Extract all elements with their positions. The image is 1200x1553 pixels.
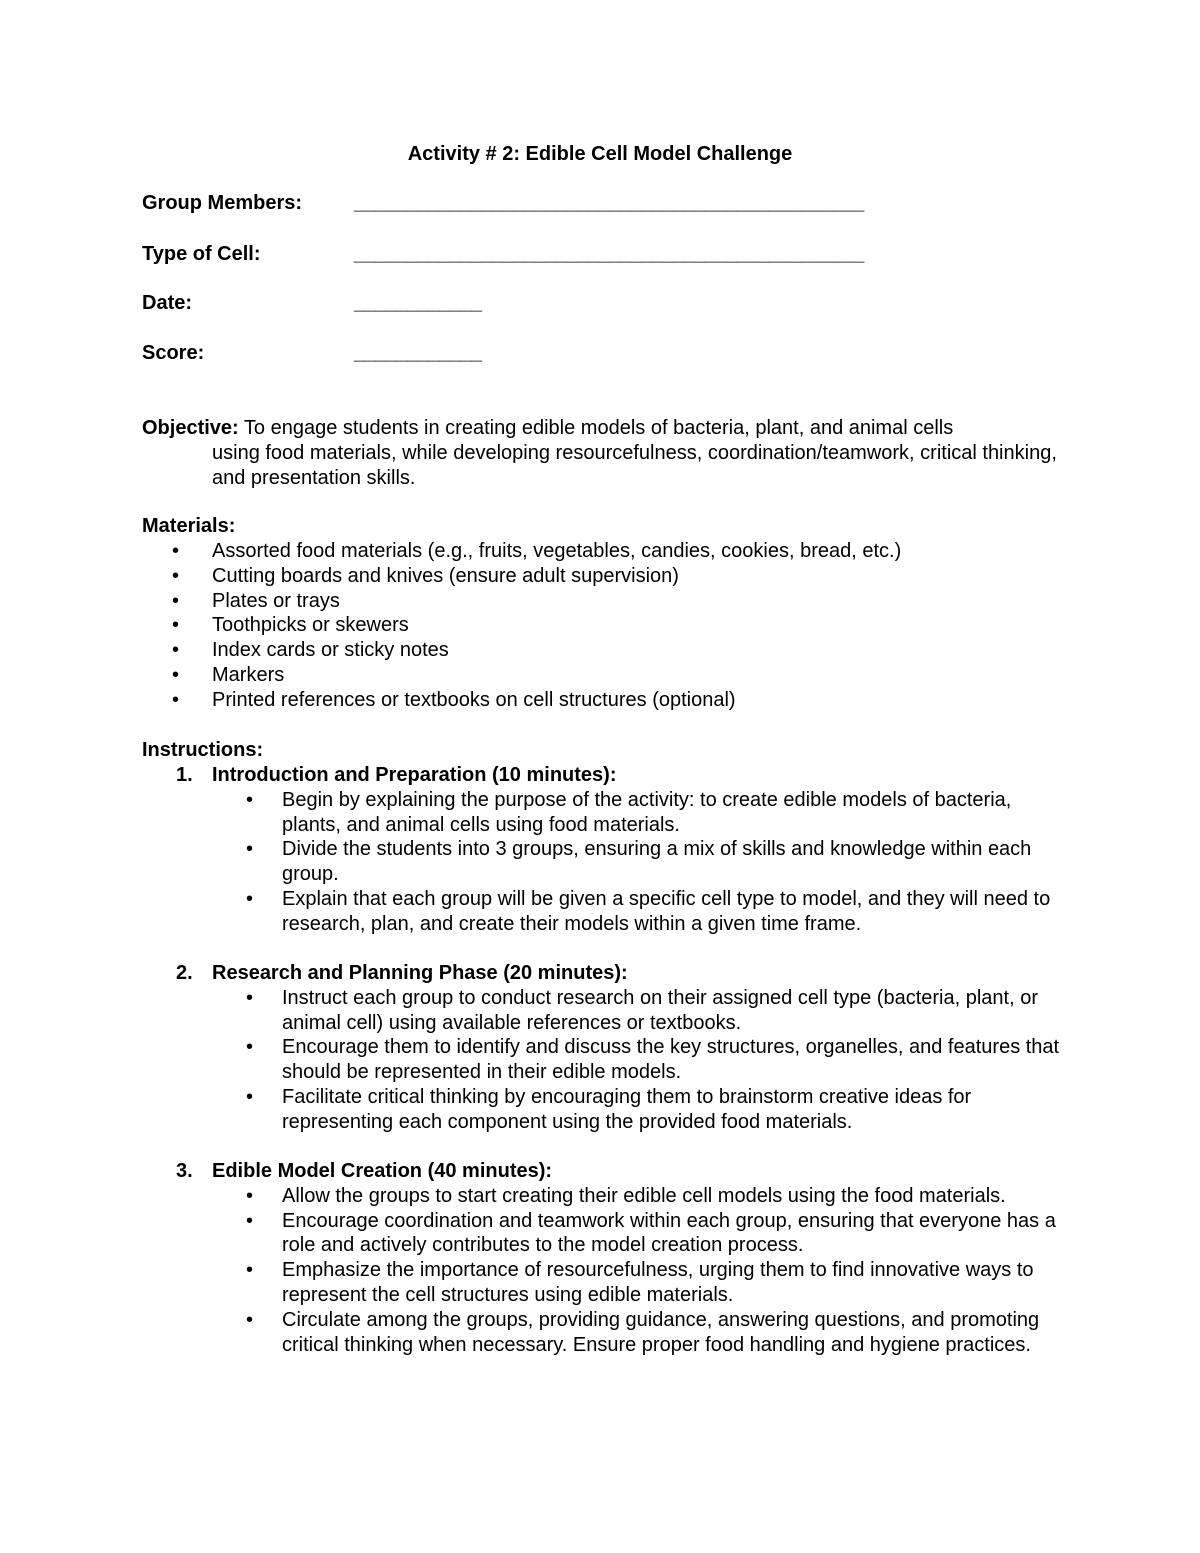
list-item: • Divide the students into 3 groups, ensuring a mix of skills and knowledge within each group. xyxy=(246,838,1032,886)
bullet-icon: • xyxy=(172,564,180,587)
score-field xyxy=(142,341,1062,367)
list-item: • Encourage coordination and teamwork within each group, ensuring that everyone has a role and actively contributes to the model creation process. xyxy=(246,1209,1056,1257)
blank-line: ____________ xyxy=(354,342,482,364)
step-number: 3. xyxy=(176,1160,193,1182)
materials-heading: Materials: xyxy=(142,515,236,537)
objective-text-rest: using food materials, while developing resourcefulness, coordination/teamwork, critical thinking, and presentation skills. xyxy=(212,441,1057,489)
instructions-heading: Instructions: xyxy=(142,739,264,761)
step-title: Research and Planning Phase (20 minutes): xyxy=(212,962,628,984)
field-label: Score: xyxy=(142,342,205,364)
step-title: Introduction and Preparation (10 minutes): xyxy=(212,764,617,786)
list-item: • Plates or trays xyxy=(172,589,340,612)
list-item: • Cutting boards and knives (ensure adult supervision) xyxy=(172,564,679,587)
list-item: • Begin by explaining the purpose of the activity: to create edible models of bacteria, plants, and animal cells using food materials. xyxy=(246,788,1012,836)
bullet-icon: • xyxy=(172,540,180,562)
field-label: Group Members: xyxy=(142,192,303,214)
list-item: • Allow the groups to start creating their edible cell models using the food materials. xyxy=(246,1184,1006,1207)
list-item: • Facilitate critical thinking by encouraging them to brainstorm creative ideas for representing each component using the provided food materials. xyxy=(246,1085,972,1133)
bullet-icon: • xyxy=(246,1308,254,1331)
list-item: • Toothpicks or skewers xyxy=(172,614,409,637)
list-item: • Assorted food materials (e.g., fruits, vegetables, candies, cookies, bread, etc.) xyxy=(172,540,902,562)
objective-section xyxy=(142,416,1062,490)
bullet-icon: • xyxy=(246,1209,254,1232)
blank-line: ________________________________________________ xyxy=(354,243,864,265)
objective-text-first: To engage students in creating edible models of bacteria, plant, and animal cells xyxy=(238,417,954,439)
step-title: Edible Model Creation (40 minutes): xyxy=(212,1160,553,1182)
objective-label: Objective: xyxy=(142,417,239,439)
step-number: 2. xyxy=(176,962,193,984)
list-item: • Printed references or textbooks on cell structures (optional) xyxy=(172,688,736,711)
bullet-icon: • xyxy=(246,1184,254,1207)
bullet-icon: • xyxy=(246,788,254,811)
instruction-step-3 xyxy=(142,1159,1062,1357)
bullet-icon: • xyxy=(172,663,180,686)
list-item: • Instruct each group to conduct research on their assigned cell type (bacteria, plant, or animal cell) using available references or textbooks. xyxy=(246,986,1038,1034)
bullet-icon: • xyxy=(246,838,254,861)
blank-line: ________________________________________________ xyxy=(354,192,864,214)
bullet-icon: • xyxy=(246,1085,254,1108)
materials-list xyxy=(142,539,1062,713)
bullet-icon: • xyxy=(172,614,180,637)
step-number: 1. xyxy=(176,764,193,786)
list-item: • Explain that each group will be given a specific cell type to model, and they will need to research, plan, and create their models within a given time frame. xyxy=(246,887,1051,935)
list-item: • Markers xyxy=(172,663,285,686)
bullet-icon: • xyxy=(246,1259,254,1282)
blank-line: ____________ xyxy=(354,292,482,314)
instruction-step-1 xyxy=(142,763,1062,937)
list-item: • Encourage them to identify and discuss the key structures, organelles, and features that should be represented in their edible models. xyxy=(246,1036,1060,1084)
bullet-icon: • xyxy=(246,887,254,910)
list-item: • Index cards or sticky notes xyxy=(172,639,449,662)
bullet-icon: • xyxy=(172,589,180,612)
bullet-icon: • xyxy=(172,688,180,711)
type-of-cell-field xyxy=(142,242,1062,268)
field-label: Date: xyxy=(142,292,193,314)
page-title: Activity # 2: Edible Cell Model Challenge xyxy=(407,143,793,165)
list-item: • Emphasize the importance of resourcefulness, urging them to find innovative ways to represent the cell structures using edible materials. xyxy=(246,1259,1034,1306)
bullet-icon: • xyxy=(172,639,180,662)
instruction-step-2 xyxy=(142,961,1062,1135)
field-label: Type of Cell: xyxy=(142,243,261,265)
list-item: • Circulate among the groups, providing guidance, answering questions, and promoting critical thinking when necessary. Ensure proper food handling and hygiene practices. xyxy=(246,1308,1040,1356)
group-members-field xyxy=(142,191,1062,217)
date-field xyxy=(142,291,1062,317)
bullet-icon: • xyxy=(246,986,254,1009)
bullet-icon: • xyxy=(246,1036,254,1059)
